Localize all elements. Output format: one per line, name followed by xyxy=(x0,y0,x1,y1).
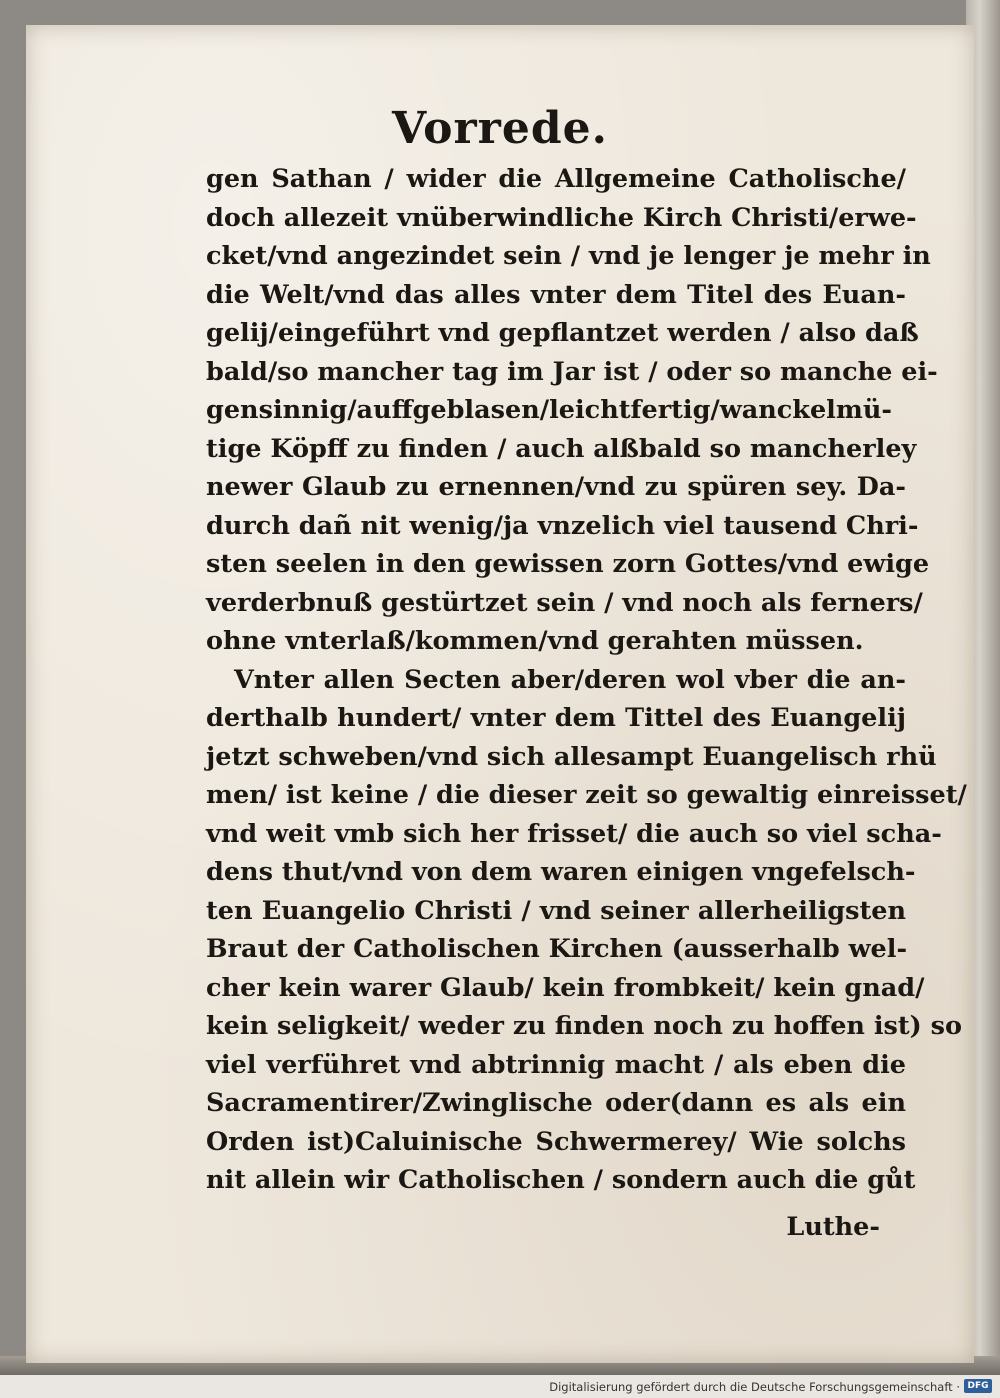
running-head: Vorrede. xyxy=(392,103,608,154)
catchword: Luthe- xyxy=(786,1212,880,1242)
text-line: Braut der Catholischen Kirchen (ausserhalb wel- xyxy=(206,934,908,964)
text-line: sten seelen in den gewissen zorn Gottes/vnd ewige xyxy=(206,549,930,579)
text-line: cher kein warer Glaub/ kein frombkeit/ kein gnad/ xyxy=(206,972,925,1003)
text-line: men/ ist keine / die dieser zeit so gewaltig einreisset/ xyxy=(206,780,967,810)
text-line: nit allein wir Catholischen / sondern auch die gůt xyxy=(206,1165,916,1195)
text-line: tige Köpff zu finden / auch alßbald so mancherley xyxy=(206,433,917,464)
text-line: viel verführet vnd abtrinnig macht / als eben die xyxy=(206,1049,906,1080)
text-line: dens thut/vnd von dem waren einigen vngefelsch- xyxy=(206,857,916,887)
text-line: Vnter allen Secten aber/deren wol vber die an- xyxy=(234,664,906,695)
text-line: bald/so mancher tag im Jar ist / oder so manche ei- xyxy=(206,356,938,387)
text-line: gen Sathan / wider die Allgemeine Catholische/ xyxy=(206,164,906,194)
text-line: durch dañ nit wenig/ja vnzelich viel tausend Chri- xyxy=(206,510,919,541)
text-line: cket/vnd angezindet sein / vnd je lenger je mehr in xyxy=(206,241,931,271)
text-line: Orden ist)Caluinische Schwermerey/ Wie solchs xyxy=(206,1126,906,1157)
text-line: verderbnuß gestürtzet sein / vnd noch als ferners/ xyxy=(206,587,923,618)
text-line: ohne vnterlaß/kommen/vnd gerahten müssen. xyxy=(206,626,864,656)
text-block xyxy=(206,160,967,1200)
text-line: doch allezeit vnüberwindliche Kirch Christi/erwe- xyxy=(206,202,917,233)
text-line: vnd weit vmb sich her frisset/ die auch so viel scha- xyxy=(206,818,942,849)
text-line: jetzt schweben/vnd sich allesampt Euangelisch rhü xyxy=(206,741,937,772)
text-line: derthalb hundert/ vnter dem Tittel des Euangelij xyxy=(206,703,906,733)
text-line: Sacramentirer/Zwinglische oder(dann es als ein xyxy=(206,1088,906,1118)
digitization-credit: Digitalisierung gefördert durch die Deutsche Forschungsgemeinschaft · xyxy=(549,1380,960,1394)
text-line: kein seligkeit/ weder zu finden noch zu hoffen ist) so xyxy=(206,1011,962,1041)
text-line: newer Glaub zu ernennen/vnd zu spüren sey. Da- xyxy=(206,472,906,502)
text-line: gensinnig/auffgeblasen/leichtfertig/wanckelmü- xyxy=(206,395,892,425)
text-line: gelij/eingeführt vnd gepflantzet werden / also daß xyxy=(206,318,919,348)
text-line: ten Euangelio Christi / vnd seiner allerheiligsten xyxy=(206,895,906,926)
book-page xyxy=(26,25,974,1363)
text-line: die Welt/vnd das alles vnter dem Titel des Euan- xyxy=(206,279,906,310)
dfg-logo[interactable]: DFG xyxy=(964,1379,992,1393)
